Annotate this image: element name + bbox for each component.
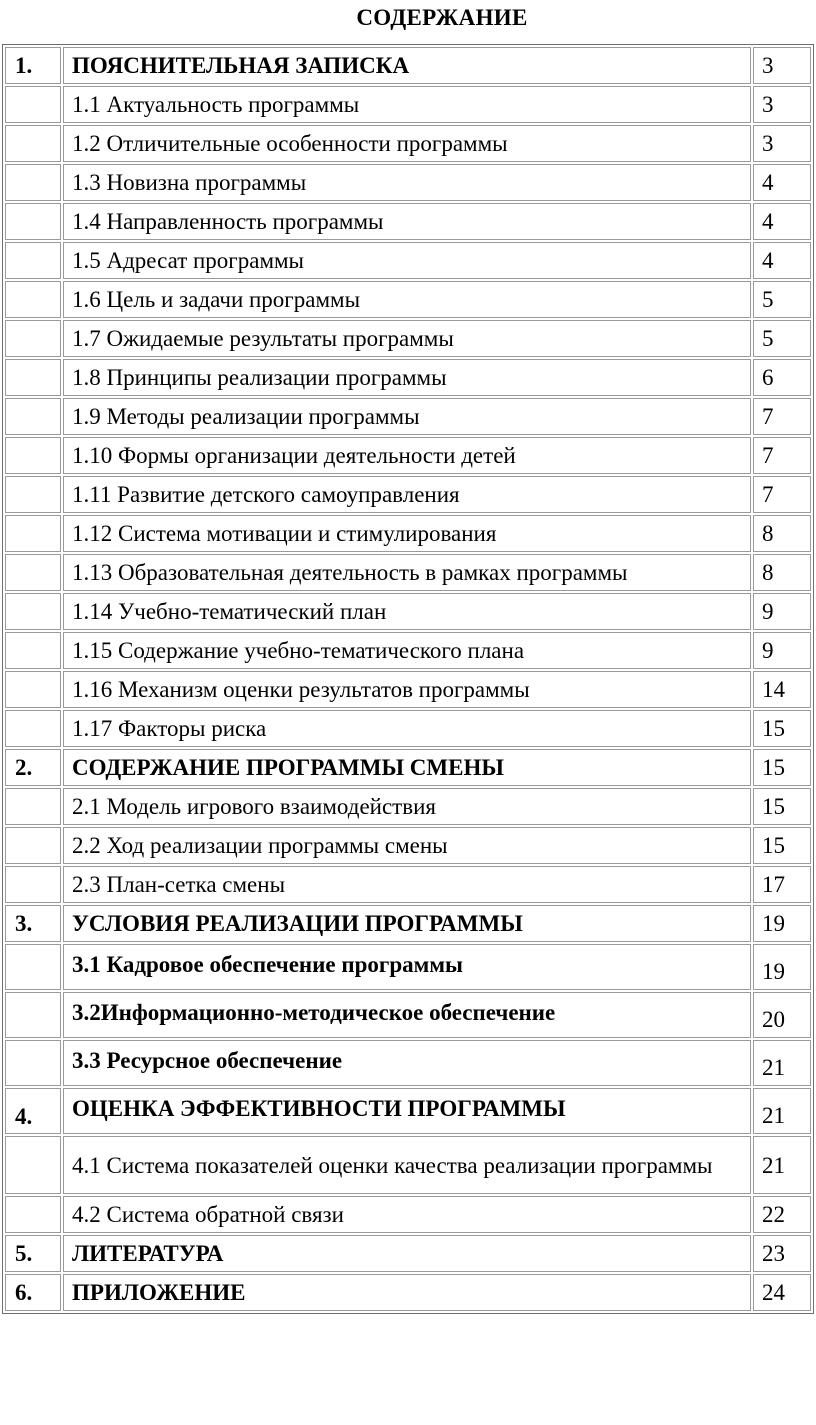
item-title: 1.4 Направленность программы bbox=[63, 203, 751, 240]
toc-row bbox=[5, 866, 811, 903]
page-number: 15 bbox=[753, 749, 811, 786]
item-title: 1.5 Адресат программы bbox=[63, 242, 751, 279]
page-number: 7 bbox=[753, 476, 811, 513]
item-title: 2.2 Ход реализации программы смены bbox=[63, 827, 751, 864]
toc-row bbox=[5, 242, 811, 279]
toc-row bbox=[5, 827, 811, 864]
item-text: Информационно-методическое обеспечение bbox=[100, 1000, 556, 1025]
item-number: 3.2 bbox=[72, 1000, 101, 1025]
section-number: 4. bbox=[5, 1088, 61, 1134]
page-number: 15 bbox=[753, 827, 811, 864]
section-number bbox=[5, 359, 61, 396]
item-title: 1.8 Принципы реализации программы bbox=[63, 359, 751, 396]
page-number: 20 bbox=[753, 992, 811, 1038]
toc-row-section bbox=[5, 905, 811, 942]
section-number bbox=[5, 437, 61, 474]
toc-row bbox=[5, 1136, 811, 1194]
section-title: ОЦЕНКА ЭФФЕКТИВНОСТИ ПРОГРАММЫ bbox=[63, 1088, 751, 1134]
section-number: 1. bbox=[5, 47, 61, 84]
item-title: 1.7 Ожидаемые результаты программы bbox=[63, 320, 751, 357]
page-number: 21 bbox=[753, 1136, 811, 1194]
toc-row bbox=[5, 992, 811, 1038]
toc-row bbox=[5, 788, 811, 825]
section-number bbox=[5, 866, 61, 903]
item-title: 4.2 Система обратной связи bbox=[63, 1196, 751, 1233]
toc-row-section bbox=[5, 749, 811, 786]
toc-table bbox=[2, 44, 814, 1314]
page-number: 6 bbox=[753, 359, 811, 396]
item-title: 4.1 Система показателей оценки качества реализации программы bbox=[63, 1136, 751, 1194]
section-number: 5. bbox=[5, 1235, 61, 1272]
section-number bbox=[5, 827, 61, 864]
page-number: 15 bbox=[753, 710, 811, 747]
toc-row bbox=[5, 710, 811, 747]
page-number: 8 bbox=[753, 515, 811, 552]
page-number: 15 bbox=[753, 788, 811, 825]
section-number: 2. bbox=[5, 749, 61, 786]
toc-row bbox=[5, 125, 811, 162]
item-title: 3.3 Ресурсное обеспечение bbox=[63, 1040, 751, 1086]
section-number bbox=[5, 593, 61, 630]
page-number: 3 bbox=[753, 125, 811, 162]
page-title: СОДЕРЖАНИЕ bbox=[356, 5, 528, 30]
toc-row bbox=[5, 1196, 811, 1233]
toc-row bbox=[5, 671, 811, 708]
item-title bbox=[63, 992, 751, 1038]
page-number: 19 bbox=[753, 905, 811, 942]
section-number bbox=[5, 203, 61, 240]
section-number bbox=[5, 164, 61, 201]
section-number bbox=[5, 320, 61, 357]
section-title: СОДЕРЖАНИЕ ПРОГРАММЫ СМЕНЫ bbox=[63, 749, 751, 786]
page-number: 5 bbox=[753, 320, 811, 357]
page-number: 8 bbox=[753, 554, 811, 591]
section-number bbox=[5, 398, 61, 435]
page-number: 24 bbox=[753, 1274, 811, 1311]
toc-row bbox=[5, 1040, 811, 1086]
toc-row-section bbox=[5, 1235, 811, 1272]
section-title: ЛИТЕРАТУРА bbox=[63, 1235, 751, 1272]
toc-row bbox=[5, 437, 811, 474]
item-title: 1.12 Система мотивации и стимулирования bbox=[63, 515, 751, 552]
item-title: 1.6 Цель и задачи программы bbox=[63, 281, 751, 318]
item-title: 1.15 Содержание учебно-тематического плана bbox=[63, 632, 751, 669]
section-number bbox=[5, 86, 61, 123]
page-number: 7 bbox=[753, 398, 811, 435]
item-title: 1.14 Учебно-тематический план bbox=[63, 593, 751, 630]
item-title: 3.1 Кадровое обеспечение программы bbox=[63, 944, 751, 990]
item-title: 1.1 Актуальность программы bbox=[63, 86, 751, 123]
section-number bbox=[5, 242, 61, 279]
item-title: 1.3 Новизна программы bbox=[63, 164, 751, 201]
toc-row bbox=[5, 164, 811, 201]
item-title: 1.9 Методы реализации программы bbox=[63, 398, 751, 435]
section-title: УСЛОВИЯ РЕАЛИЗАЦИИ ПРОГРАММЫ bbox=[63, 905, 751, 942]
item-title: 2.1 Модель игрового взаимодействия bbox=[63, 788, 751, 825]
item-title: 2.3 План-сетка смены bbox=[63, 866, 751, 903]
toc-row bbox=[5, 203, 811, 240]
page-number: 21 bbox=[753, 1040, 811, 1086]
item-title: 1.2 Отличительные особенности программы bbox=[63, 125, 751, 162]
item-title: 1.16 Механизм оценки результатов программы bbox=[63, 671, 751, 708]
page-number: 4 bbox=[753, 164, 811, 201]
toc-row bbox=[5, 554, 811, 591]
section-number bbox=[5, 710, 61, 747]
toc-row-section bbox=[5, 1274, 811, 1311]
page-number: 9 bbox=[753, 632, 811, 669]
section-number bbox=[5, 632, 61, 669]
page-number: 19 bbox=[753, 944, 811, 990]
section-number: 3. bbox=[5, 905, 61, 942]
section-number bbox=[5, 671, 61, 708]
item-title: 1.11 Развитие детского самоуправления bbox=[63, 476, 751, 513]
item-title: 1.10 Формы организации деятельности детей bbox=[63, 437, 751, 474]
toc-row bbox=[5, 944, 811, 990]
toc-row bbox=[5, 359, 811, 396]
section-number bbox=[5, 1136, 61, 1194]
section-number bbox=[5, 1040, 61, 1086]
toc-row bbox=[5, 515, 811, 552]
page-number: 22 bbox=[753, 1196, 811, 1233]
toc-row-section bbox=[5, 1088, 811, 1134]
section-number bbox=[5, 554, 61, 591]
section-number bbox=[5, 1196, 61, 1233]
toc-row bbox=[5, 476, 811, 513]
page-number: 7 bbox=[753, 437, 811, 474]
section-number bbox=[5, 281, 61, 318]
toc-row bbox=[5, 398, 811, 435]
section-number bbox=[5, 476, 61, 513]
section-number bbox=[5, 992, 61, 1038]
section-title: ПОЯСНИТЕЛЬНАЯ ЗАПИСКА bbox=[63, 47, 751, 84]
section-number bbox=[5, 125, 61, 162]
section-number: 6. bbox=[5, 1274, 61, 1311]
page-number: 3 bbox=[753, 86, 811, 123]
toc-row bbox=[5, 320, 811, 357]
page-number: 14 bbox=[753, 671, 811, 708]
page-number: 5 bbox=[753, 281, 811, 318]
item-title: 1.17 Факторы риска bbox=[63, 710, 751, 747]
page-number: 9 bbox=[753, 593, 811, 630]
section-number bbox=[5, 944, 61, 990]
page-number: 4 bbox=[753, 203, 811, 240]
toc-row-section bbox=[5, 47, 811, 84]
page-number: 3 bbox=[753, 47, 811, 84]
section-number bbox=[5, 788, 61, 825]
item-title: 1.13 Образовательная деятельность в рамках программы bbox=[63, 554, 751, 591]
section-number bbox=[5, 515, 61, 552]
toc-row bbox=[5, 281, 811, 318]
page-number: 23 bbox=[753, 1235, 811, 1272]
toc-row bbox=[5, 632, 811, 669]
page-number: 4 bbox=[753, 242, 811, 279]
toc-row bbox=[5, 86, 811, 123]
page-number: 21 bbox=[753, 1088, 811, 1134]
page-number: 17 bbox=[753, 866, 811, 903]
section-title: ПРИЛОЖЕНИЕ bbox=[63, 1274, 751, 1311]
toc-row bbox=[5, 593, 811, 630]
